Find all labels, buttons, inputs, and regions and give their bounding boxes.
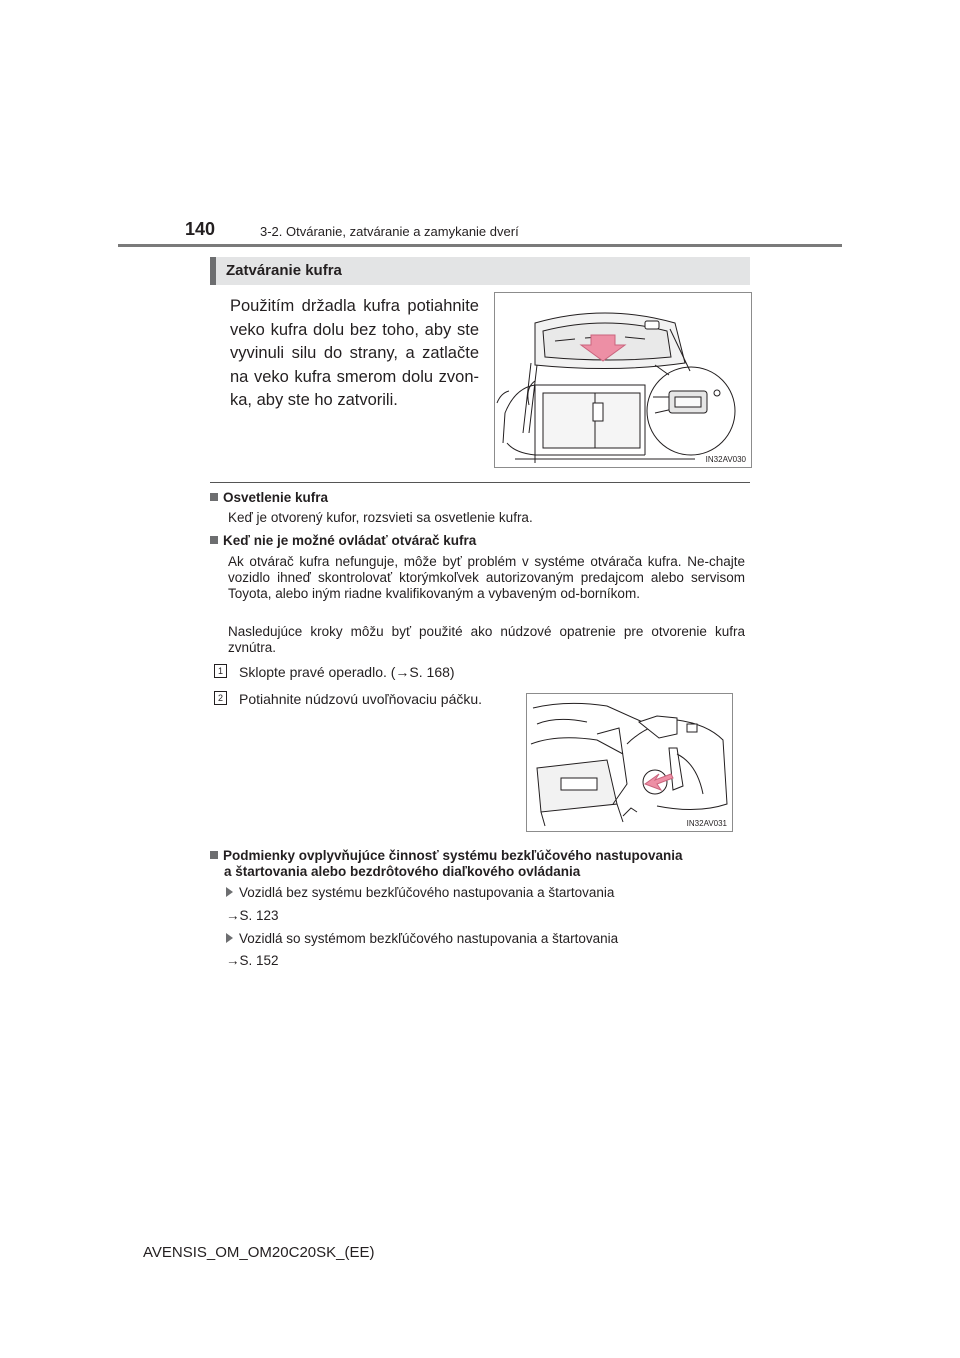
condition-item-text: Vozidlá bez systému bezkľúčového nastupovania a štartovania <box>239 885 615 900</box>
note-text-opener: Ak otvárač kufra nefunguje, môže byť problém v systéme otvárača kufra. Ne-chajte vozidlo ihneď skontrolovať ktorýmkoľvek autorizovaným predajcom alebo servisom Toyota, alebo iným riadne kvalifikovaným a vybaveným od-borníkom. <box>228 554 745 601</box>
note-heading-text: Podmienky ovplyvňujúce činnosť systému bezkľúčového nastupovania <box>223 848 683 863</box>
bullet-square-icon <box>210 493 218 501</box>
step-number-box: 2 <box>214 691 227 705</box>
figure-code: IN32AV031 <box>686 819 727 828</box>
section-title: Zatváranie kufra <box>226 262 342 279</box>
condition-item <box>226 885 614 900</box>
note-heading-conditions-line2: a štartovania alebo bezdrôtového diaľkového ovládania <box>224 864 581 879</box>
bullet-square-icon <box>210 536 218 544</box>
triangle-bullet-icon <box>226 933 233 943</box>
section-divider <box>210 482 750 483</box>
condition-item-text: Vozidlá so systémom bezkľúčového nastupovania a štartovania <box>239 931 619 946</box>
step-number-box: 1 <box>214 664 227 678</box>
note-heading-text: Osvetlenie kufra <box>223 490 329 505</box>
note-heading-lighting <box>210 490 328 505</box>
section-title-bar <box>210 257 750 285</box>
page-number: 140 <box>185 219 216 239</box>
triangle-bullet-icon <box>226 887 233 897</box>
page-reference: →S. 123 <box>226 908 279 923</box>
interior-drawing <box>527 694 732 831</box>
condition-item <box>226 931 618 946</box>
note-heading-opener <box>210 533 476 548</box>
document-code: AVENSIS_OM_OM20C20SK_(EE) <box>143 1244 375 1261</box>
trunk-drawing <box>495 293 751 467</box>
note-text-lighting: Keď je otvorený kufor, rozsvieti sa osvetlenie kufra. <box>228 510 533 525</box>
step-text: Sklopte pravé operadlo. (→S. 168) <box>239 664 455 680</box>
intro-paragraph: Použitím držadla kufra potiahnite veko kufra dolu bez toho, aby ste vyvinuli silu do strany, a zatlačte na veko kufra smerom dolu zvon-ka, aby ste ho zatvorili. <box>230 297 479 409</box>
header-divider <box>118 244 842 247</box>
emergency-lever-illustration <box>526 693 733 832</box>
figure-code: IN32AV030 <box>705 455 746 464</box>
trunk-closing-illustration <box>494 292 752 468</box>
note-heading-conditions <box>210 848 750 863</box>
page-reference: →S. 152 <box>226 953 279 968</box>
bullet-square-icon <box>210 851 218 859</box>
note-text-opener-emergency: Nasledujúce kroky môžu byť použité ako núdzové opatrenie pre otvorenie kufra zvnútra. <box>228 624 745 655</box>
note-heading-text: Keď nie je možné ovládať otvárač kufra <box>223 533 477 548</box>
chapter-title: 3-2. Otváranie, zatváranie a zamykanie dverí <box>260 224 519 239</box>
step-text: Potiahnite núdzovú uvoľňovaciu páčku. <box>239 691 483 707</box>
section-accent <box>210 257 216 285</box>
